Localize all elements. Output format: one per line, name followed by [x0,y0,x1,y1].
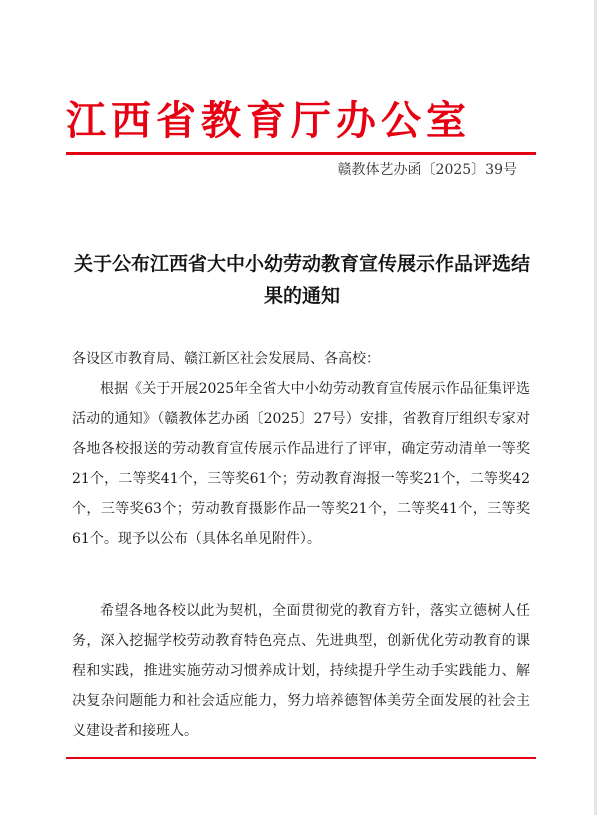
document-number: 赣教体艺办函〔2025〕39号 [337,162,517,178]
body-paragraph-2: 希望各地各校以此为契机，全面贯彻党的教育方针，落实立德树人任务，深入挖掘学校劳动教育特色亮点、先进典型，创新优化劳动教育的课程和实践，推进实施劳动习惯养成计划，持续提升学生动手实践能力、解决复杂问题能力和社会适应能力，努力培养德智体美劳全面发展的社会主义建设者和接班人。 [72,603,530,739]
notice-title: 关于公布江西省大中小幼劳动教育宣传展示作品评选结果的通知 [73,253,530,307]
salutation-line: 各设区市教育局、赣江新区社会发展局、各高校： [72,351,380,367]
issuing-organization-title: 江西省教育厅办公室 [66,97,471,144]
footer-red-divider [66,757,536,759]
header-red-divider [66,152,536,155]
body-paragraph-1: 根据《关于开展2025年全省大中小幼劳动教育宣传展示作品征集评选活动的通知》（赣教体艺办函〔2025〕27号）安排，省教育厅组织专家对各地各校报送的劳动教育宣传展示作品进行了评审，确定劳动清单一等奖21个，二等奖41个，三等奖61个；劳动教育海报一等奖21个，二等奖42个，三等奖63个；劳动教育摄影作品一等奖21个，二等奖41个，三等奖61个。现予以公布（具体名单见附件）。 [72,381,530,547]
